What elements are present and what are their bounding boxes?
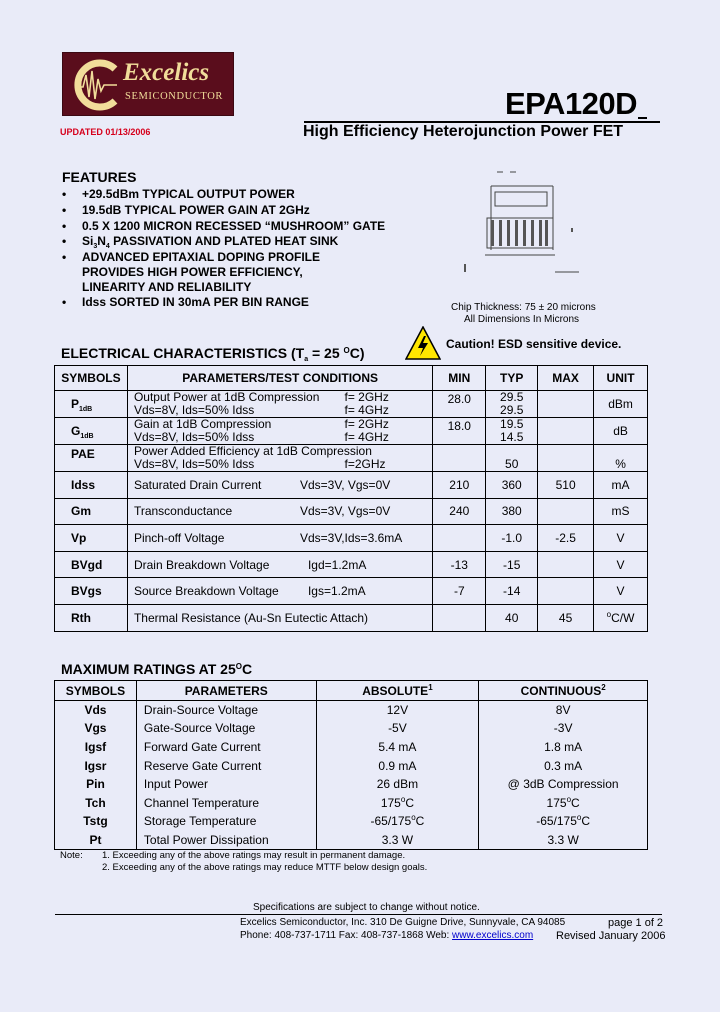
chip-dimensions-note: All Dimensions In Microns xyxy=(464,314,580,325)
bullet-icon: • xyxy=(62,187,67,201)
typ-cell: 360 xyxy=(486,472,538,499)
table-header-row xyxy=(55,681,648,701)
col-header: MAX xyxy=(538,366,594,391)
typ-cell: 29.5 29.5 xyxy=(486,391,538,418)
min-cell: 240 xyxy=(433,498,486,525)
max-cell xyxy=(538,445,594,472)
table-row xyxy=(55,498,648,525)
typ-cell: 19.5 14.5 xyxy=(486,418,538,445)
unit-cell: V xyxy=(594,525,648,552)
continuous-cell: -3V xyxy=(479,719,648,738)
continuous-cell: 3.3 W xyxy=(479,831,648,850)
chip-thickness-note: Chip Thickness: 75 ± 20 microns xyxy=(451,302,596,313)
continuous-cell: @ 3dB Compression xyxy=(479,775,648,794)
esd-warning-icon xyxy=(405,326,441,360)
footer-address: Excelics Semiconductor, Inc. 310 De Guigne Drive, Sunnyvale, CA 94085 xyxy=(240,917,566,928)
max-cell xyxy=(538,498,594,525)
max-cell xyxy=(538,578,594,605)
table-row xyxy=(55,738,648,757)
esd-caution: Caution! ESD sensitive device. xyxy=(446,337,622,351)
part-number: EPA120D xyxy=(505,86,638,121)
symbol-cell: $P_{1dB}$ xyxy=(55,391,128,418)
symbol-cell: Gm xyxy=(55,498,128,525)
table-header-row xyxy=(55,366,648,391)
table-row xyxy=(55,472,648,499)
max-cell xyxy=(538,418,594,445)
absolute-cell: 5.4 mA xyxy=(316,738,479,757)
symbol-cell: BVgs xyxy=(55,578,128,605)
bullet-icon: • xyxy=(62,219,67,233)
unit-cell: dB xyxy=(594,418,648,445)
bullet-icon: • xyxy=(62,203,67,217)
table-row xyxy=(55,812,648,831)
continuous-cell: 8V xyxy=(479,701,648,720)
unit-cell: mA xyxy=(594,472,648,499)
typ-cell: 380 xyxy=(486,498,538,525)
company-logo xyxy=(62,52,234,116)
continuous-cell: 0.3 mA xyxy=(479,756,648,775)
symbol-cell: Pt xyxy=(55,831,137,850)
param-cell: Saturated Drain Current Vds=3V, Vgs=0V xyxy=(127,472,432,499)
symbol-cell: BVgd xyxy=(55,551,128,578)
website-link[interactable]: www.excelics.com xyxy=(452,930,534,941)
symbol-cell: Igsf xyxy=(55,738,137,757)
typ-cell: 50 xyxy=(486,445,538,472)
logo-name: Excelics xyxy=(123,59,210,86)
min-cell: 28.0 xyxy=(433,391,486,418)
electrical-characteristics-table xyxy=(54,365,648,632)
absolute-cell: 175$^o$C xyxy=(316,793,479,812)
logo-subtitle: SEMICONDUCTOR xyxy=(125,91,224,102)
footer-spec-notice: Specifications are subject to change without notice. xyxy=(253,902,480,913)
param-cell: Source Breakdown Voltage Igs=1.2mA xyxy=(127,578,432,605)
table-row xyxy=(55,604,648,631)
min-cell xyxy=(433,525,486,552)
symbol-cell: Vgs xyxy=(55,719,137,738)
param-cell: Pinch-off Voltage Vds=3V,Ids=3.6mA xyxy=(127,525,432,552)
page-number: page 1 of 2 xyxy=(608,917,664,929)
min-cell: -7 xyxy=(433,578,486,605)
table-row xyxy=(55,578,648,605)
table-row xyxy=(55,756,648,775)
absolute-cell: 12V xyxy=(316,701,479,720)
typ-cell: -15 xyxy=(486,551,538,578)
param-cell: Gain at 1dB Compression f= 2GHz Vds=8V, Ids=50% Idss f= 4GHz xyxy=(127,418,432,445)
symbol-cell: Tstg xyxy=(55,812,137,831)
symbol-cell: Pin xyxy=(55,775,137,794)
table-row xyxy=(55,445,648,472)
typ-cell: -1.0 xyxy=(486,525,538,552)
table-row xyxy=(55,775,648,794)
typ-cell: 40 xyxy=(486,604,538,631)
max-cell: 45 xyxy=(538,604,594,631)
param-cell: Reserve Gate Current xyxy=(136,756,316,775)
param-cell: Transconductance Vds=3V, Vgs=0V xyxy=(127,498,432,525)
symbol-cell: Rth xyxy=(55,604,128,631)
unit-cell: dBm xyxy=(594,391,648,418)
param-cell: Output Power at 1dB Compression f= 2GHz Vds=8V, Ids=50% Idss f= 4GHz xyxy=(127,391,432,418)
table-row xyxy=(55,418,648,445)
unit-cell: $^o$C/W xyxy=(594,604,648,631)
unit-cell: % xyxy=(594,445,648,472)
unit-cell: mS xyxy=(594,498,648,525)
symbol-cell: Idss xyxy=(55,472,128,499)
bullet-icon: • xyxy=(62,250,67,264)
typ-cell: -14 xyxy=(486,578,538,605)
logo-emblem-icon xyxy=(69,57,125,113)
max-ratings-table xyxy=(54,680,648,850)
col-header: PARAMETERS/TEST CONDITIONS xyxy=(127,366,432,391)
table-row xyxy=(55,719,648,738)
col-header: TYP xyxy=(486,366,538,391)
min-cell: 18.0 xyxy=(433,418,486,445)
table-row xyxy=(55,701,648,720)
features-heading: FEATURES xyxy=(62,169,137,185)
param-cell: Power Added Efficiency at 1dB Compression Vds=8V, Ids=50% Idss f=2GHz xyxy=(127,445,432,472)
unit-cell: V xyxy=(594,551,648,578)
unit-cell: V xyxy=(594,578,648,605)
revision-date: Revised January 2006 xyxy=(556,930,666,942)
col-header: PARAMETERS xyxy=(136,681,316,701)
table-row xyxy=(55,525,648,552)
max-ratings-heading: MAXIMUM RATINGS AT $25^OC$ xyxy=(61,661,253,677)
absolute-cell: -5V xyxy=(316,719,479,738)
col-header: UNIT xyxy=(594,366,648,391)
param-cell: Drain-Source Voltage xyxy=(136,701,316,720)
absolute-cell: 0.9 mA xyxy=(316,756,479,775)
bullet-icon: • xyxy=(62,295,67,309)
absolute-cell: 26 dBm xyxy=(316,775,479,794)
note-label: Note: xyxy=(60,850,83,861)
part-number-underscore xyxy=(638,117,647,119)
symbol-cell: Vp xyxy=(55,525,128,552)
continuous-cell: 175$^o$C xyxy=(479,793,648,812)
min-cell: 210 xyxy=(433,472,486,499)
footer-rule xyxy=(55,914,662,915)
col-header: SYMBOLS xyxy=(55,366,128,391)
param-cell: Channel Temperature xyxy=(136,793,316,812)
symbol-cell: $G_{1dB}$ xyxy=(55,418,128,445)
param-cell: Gate-Source Voltage xyxy=(136,719,316,738)
col-header: ABSOLUTE$^1$ xyxy=(316,681,479,701)
symbol-cell: PAE xyxy=(55,445,128,472)
param-cell: Total Power Dissipation xyxy=(136,831,316,850)
min-cell xyxy=(433,604,486,631)
col-header: SYMBOLS xyxy=(55,681,137,701)
table-row xyxy=(55,793,648,812)
note-1: 1. Exceeding any of the above ratings may result in permanent damage. xyxy=(102,850,406,861)
min-cell: -13 xyxy=(433,551,486,578)
max-cell: -2.5 xyxy=(538,525,594,552)
col-header: CONTINUOUS$^2$ xyxy=(479,681,648,701)
symbol-cell: Tch xyxy=(55,793,137,812)
max-cell: 510 xyxy=(538,472,594,499)
col-header: MIN xyxy=(433,366,486,391)
page-subtitle: High Efficiency Heterojunction Power FET xyxy=(303,123,624,140)
continuous-cell: -65/175$^o$C xyxy=(479,812,648,831)
param-cell: Input Power xyxy=(136,775,316,794)
max-cell xyxy=(538,391,594,418)
param-cell: Storage Temperature xyxy=(136,812,316,831)
note-2: 2. Exceeding any of the above ratings may reduce MTTF below design goals. xyxy=(102,862,428,873)
updated-date: UPDATED 01/13/2006 xyxy=(60,127,151,137)
max-cell xyxy=(538,551,594,578)
param-cell: Forward Gate Current xyxy=(136,738,316,757)
electrical-heading: ELECTRICAL CHARACTERISTICS ($T_a = 25$ $^O$C) xyxy=(61,345,365,363)
footer-contact: Phone: 408-737-1711 Fax: 408-737-1868 Web: www.excelics.com xyxy=(240,930,534,941)
min-cell xyxy=(433,445,486,472)
param-cell: Drain Breakdown Voltage Igd=1.2mA xyxy=(127,551,432,578)
absolute-cell: -65/175$^o$C xyxy=(316,812,479,831)
table-row xyxy=(55,831,648,850)
param-cell: Thermal Resistance (Au-Sn Eutectic Attach) xyxy=(127,604,432,631)
bullet-icon: • xyxy=(62,234,67,248)
symbol-cell: Igsr xyxy=(55,756,137,775)
table-row xyxy=(55,551,648,578)
chip-layout-diagram xyxy=(455,160,595,290)
symbol-cell: Vds xyxy=(55,701,137,720)
continuous-cell: 1.8 mA xyxy=(479,738,648,757)
table-row xyxy=(55,391,648,418)
absolute-cell: 3.3 W xyxy=(316,831,479,850)
